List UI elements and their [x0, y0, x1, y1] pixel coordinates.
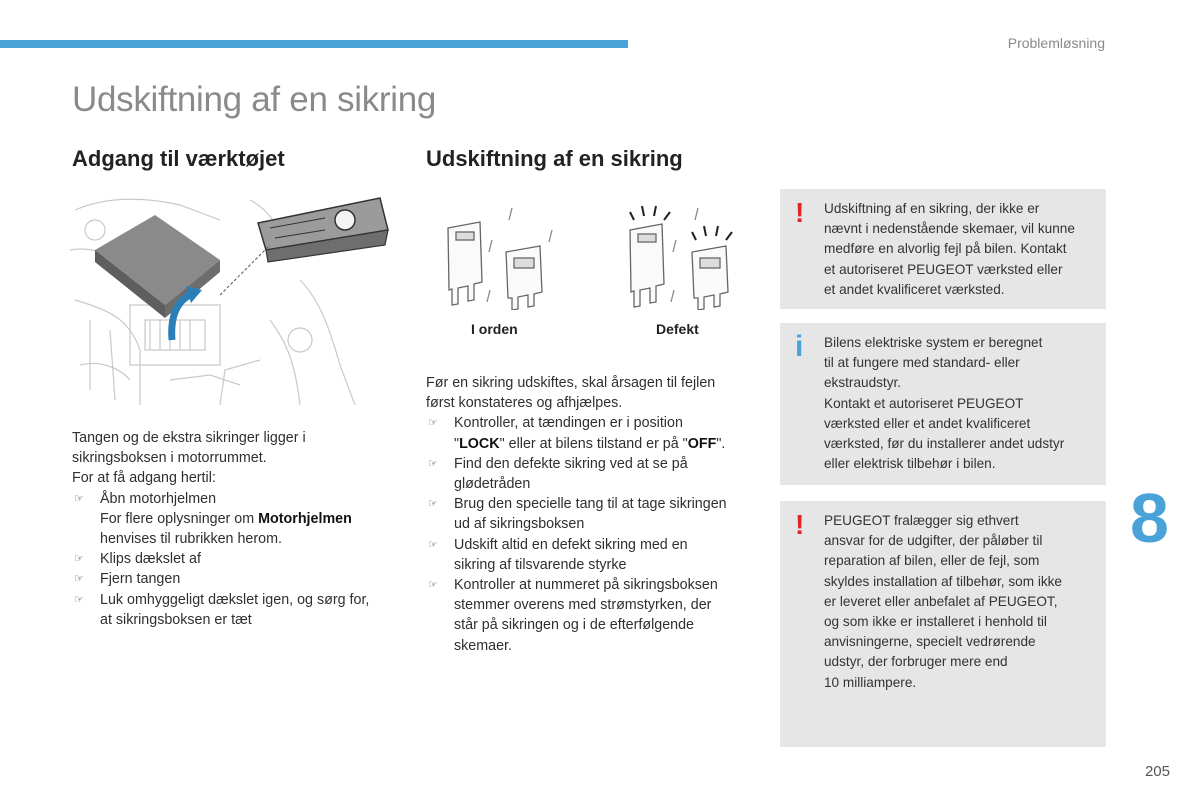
bold-term: LOCK — [459, 435, 500, 452]
pointing-hand-icon: ☞ — [74, 553, 84, 566]
pointing-hand-icon: ☞ — [428, 538, 438, 551]
warning-note-text: Udskiftning af en sikring, der ikke er nævnt i nedenstående skemaer, vil kunne medføre en alvorlig fejl på bilen. Kontakt et autoriseret PEUGEOT værksted eller et andet kvalificeret værksted. — [824, 201, 1075, 297]
step-item: ☞ Brug den specielle tang til at tage sikringen — [426, 494, 761, 514]
info-icon: i — [795, 330, 804, 363]
pointing-hand-icon: ☞ — [74, 573, 84, 586]
disclaimer-note-text: PEUGEOT fralægger sig ethvert ansvar for de udgifter, der påløber til reparation af bilen, eller de fejl, som skyldes installation af tilbehør, som ikke er leveret eller anbefalet af PEUGEOT, og som ikke er installeret i henhold til anvisningerne, specielt vedrørende udstyr, der forbruger mere end 10 milliampere. — [824, 513, 1062, 690]
step-item: ☞ Find den defekte sikring ved at se på — [426, 454, 761, 474]
left-intro-line: For at få adgang hertil: — [72, 470, 216, 487]
middle-intro-line: Før en sikring udskiftes, skal årsagen til fejlen — [426, 375, 716, 391]
info-note-box — [780, 323, 1106, 485]
caption-defective: Defekt — [656, 321, 699, 337]
left-intro-line: Tangen og de ekstra sikringer ligger i — [72, 430, 306, 446]
middle-heading: Udskiftning af en sikring — [426, 146, 683, 171]
pointing-hand-icon: ☞ — [74, 593, 84, 606]
fuse-defective-illustration — [620, 200, 745, 310]
step-item: at sikringsboksen er tæt — [100, 611, 252, 628]
step-note: henvises til rubrikken herom. — [100, 531, 282, 548]
warning-exclamation-icon: ! — [795, 197, 805, 228]
step-note: For flere oplysninger om Motorhjelmen — [100, 510, 352, 527]
step-item: ☞ Klips dækslet af — [72, 549, 402, 569]
step-item: ☞ Fjern tangen — [72, 569, 402, 589]
warning-note-box — [780, 189, 1106, 309]
header-accent-bar — [0, 40, 628, 48]
left-instructions — [72, 428, 402, 630]
fuse-ok-illustration — [440, 200, 560, 310]
info-note-text: Bilens elektriske system er beregnet til at fungere med standard- eller ekstraudstyr. Kontakt et autoriseret PEUGEOT værksted eller et andet kvalificeret værksted, før du installerer andet udstyr eller elektrisk tilbehør i bilen. — [824, 335, 1065, 472]
step-item: sikring af tilsvarende styrke — [454, 556, 627, 573]
step-item: ☞ Kontroller, at tændingen er i position — [426, 413, 761, 433]
left-intro-line: sikringsboksen i motorrummet. — [72, 450, 267, 467]
disclaimer-note-box — [780, 501, 1106, 747]
step-item: stemmer overens med strømstyrken, der — [454, 597, 712, 614]
warning-exclamation-icon: ! — [795, 509, 805, 540]
page-title: Udskiftning af en sikring — [72, 80, 437, 119]
step-item: skemaer. — [454, 637, 513, 654]
caption-ok: I orden — [471, 321, 518, 337]
step-item: ☞ Åbn motorhjelmen — [72, 489, 402, 509]
middle-instructions — [426, 373, 761, 656]
bold-term: OFF — [687, 435, 717, 452]
section-label: Problemløsning — [1007, 35, 1105, 51]
page-number: 205 — [1144, 763, 1170, 780]
pointing-hand-icon: ☞ — [428, 498, 438, 511]
middle-intro-line: først konstateres og afhjælpes. — [426, 395, 623, 412]
step-item: "LOCK" eller at bilens tilstand er på "OFF". — [454, 435, 726, 452]
left-heading: Adgang til værktøjet — [72, 146, 285, 171]
pointing-hand-icon: ☞ — [428, 417, 438, 430]
step-item: står på sikringen og i de efterfølgende — [454, 617, 695, 634]
step-item: ☞ Udskift altid en defekt sikring med en — [426, 535, 761, 555]
bold-term: Motorhjelmen — [258, 510, 352, 527]
step-item: ☞ Kontroller at nummeret på sikringsboksen — [426, 575, 761, 595]
step-item: ☞ Luk omhyggeligt dækslet igen, og sørg for, — [72, 590, 402, 610]
step-item: glødetråden — [454, 476, 531, 493]
pointing-hand-icon: ☞ — [74, 492, 84, 505]
chapter-number: 8 — [1130, 479, 1169, 557]
pointing-hand-icon: ☞ — [428, 457, 438, 470]
pointing-hand-icon: ☞ — [428, 579, 438, 592]
engine-fusebox-illustration — [70, 190, 392, 405]
step-item: ud af sikringsboksen — [454, 516, 585, 533]
